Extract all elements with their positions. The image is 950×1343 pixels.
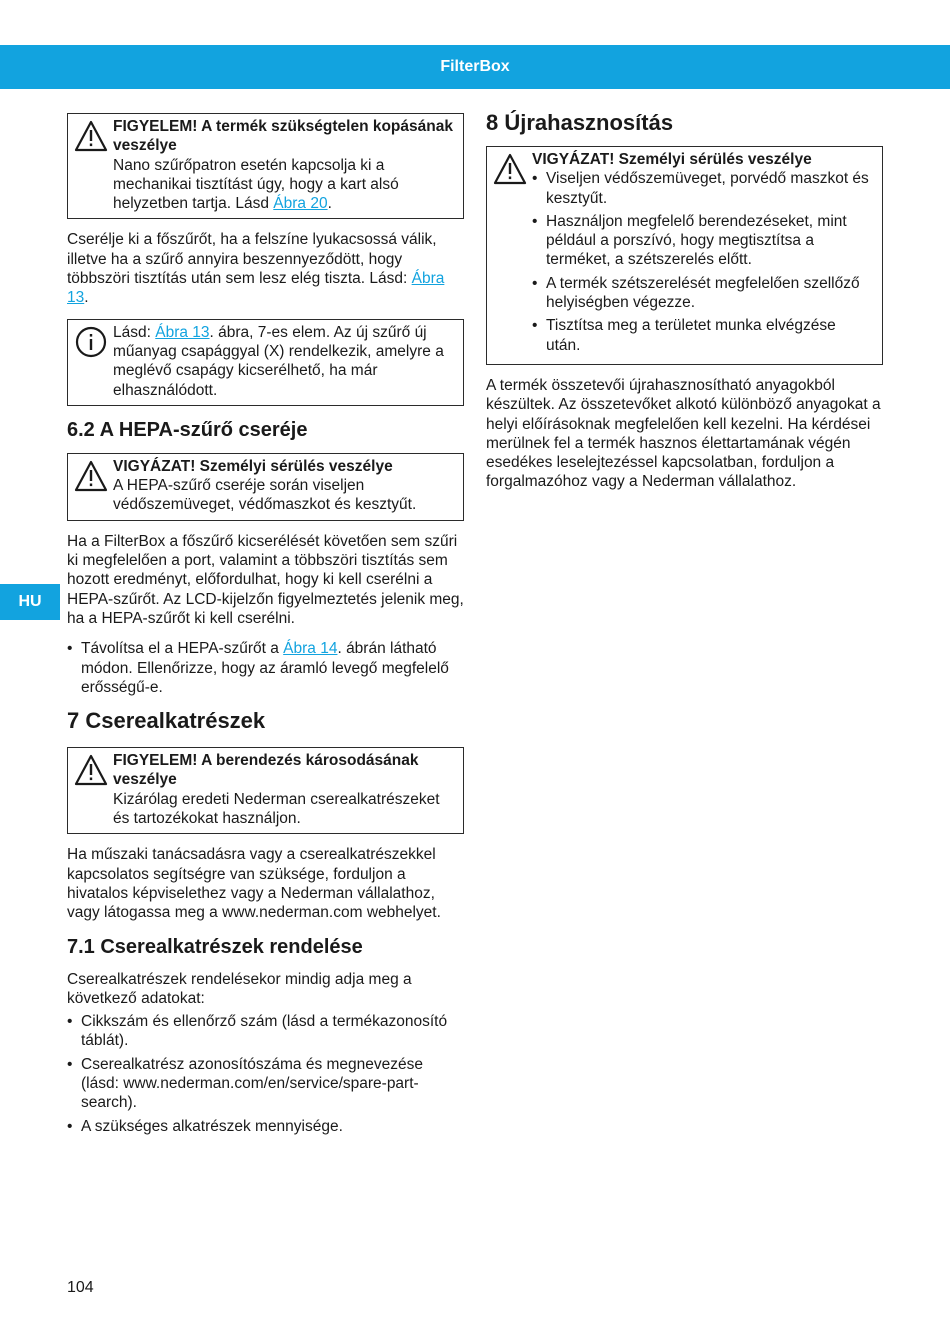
paragraph-service: Ha műszaki tanácsadásra vagy a cserealkatrészekkel kapcsolatos segítségre van szüksége, forduljon a hivatalos képviselethez vagy a Nederman vállalathoz, vagy látogassa meg a www.nederman.com webhelyet. — [67, 846, 441, 922]
section-heading-8: 8 Újrahasznosítás — [486, 110, 674, 135]
warning-text: Kizárólag eredeti Nederman cserealkatrészeket és tartozékokat használjon. — [113, 790, 440, 828]
figure-link[interactable]: Ábra 20 — [273, 195, 328, 213]
list-item: • A termék szétszerelését megfelelően szellőző helyiségben végezze. — [532, 274, 874, 313]
list-item: • Használjon megfelelő berendezéseket, mint például a porszívó, hogy megtisztítsa a terméket, a szétszerelés előtt. — [532, 212, 874, 270]
hepa-bullet-list — [67, 639, 464, 697]
warning-box-wear — [67, 113, 464, 219]
right-column — [486, 109, 883, 503]
list-item: • Távolítsa el a HEPA-szűrőt a Ábra 14. ábrán látható módon. Ellenőrizze, hogy az áramló levegő megfelelő erősségű-e. — [67, 639, 464, 697]
warning-bullet-list — [532, 169, 874, 355]
warning-title: FIGYELEM! A termék szükségtelen kopásának veszélye — [113, 118, 453, 155]
section-heading-7-1: 7.1 Cserealkatrészek rendelése — [67, 935, 363, 958]
warning-triangle-icon — [74, 754, 108, 786]
section-heading-7: 7 Cserealkatrészek — [67, 708, 266, 734]
warning-triangle-icon — [74, 460, 108, 492]
info-box — [67, 319, 464, 406]
figure-link[interactable]: Ábra 13 — [67, 270, 445, 307]
figure-link[interactable]: Ábra 14 — [283, 640, 338, 658]
warning-triangle-icon — [493, 153, 527, 185]
warning-box-damage — [67, 747, 464, 834]
page-number: 104 — [67, 1279, 94, 1296]
list-item: • Viseljen védőszemüveget, porvédő maszkot és kesztyűt. — [532, 169, 874, 208]
list-item: • A szükséges alkatrészek mennyisége. — [67, 1117, 464, 1136]
list-item: • Cikkszám és ellenőrző szám (lásd a termékazonosító táblát). — [67, 1012, 464, 1051]
info-circle-icon — [74, 326, 108, 358]
warning-text: Nano szűrőpatron esetén kapcsolja ki a mechanikai tisztítást úgy, hogy a kart alsó helyzetben tartja. Lásd Ábra 20. — [113, 156, 399, 213]
left-column — [67, 113, 464, 1146]
order-bullet-list — [67, 1012, 464, 1136]
list-item: • Cserealkatrész azonosítószáma és megnevezése (lásd: www.nederman.com/en/service/spare-part-search). — [67, 1055, 464, 1113]
warning-title: VIGYÁZAT! Személyi sérülés veszélye — [532, 151, 812, 168]
header-bar — [0, 45, 950, 89]
warning-box-recycling — [486, 146, 883, 365]
paragraph-order: Cserealkatrészek rendelésekor mindig adja meg a következő adatokat: — [67, 970, 412, 1007]
paragraph-hepa: Ha a FilterBox a főszűrő kicserélését követően sem szűri ki megfelelően a port, valamint a többszöri tisztítás sem hozott eredményt, előfordulhat, hogy ki kell cserélni a HEPA-szűrőt. Az LCD-kijelzőn figyelmeztetés jelenik meg, ha a HEPA-szűrőt ki kell cserélni. — [67, 532, 464, 627]
list-item: • Tisztítsa meg a területet munka elvégzése után. — [532, 316, 874, 355]
warning-triangle-icon — [74, 120, 108, 152]
warning-box-injury — [67, 453, 464, 521]
language-tab: HU — [0, 584, 60, 620]
paragraph-main-filter: Cserélje ki a főszűrőt, ha a felszíne lyukacsossá válik, illetve ha a szűrő annyira beszennyeződött, hogy többszöri tisztítás után sem lesz elég tiszta. Lásd: Ábra 13. — [67, 231, 445, 307]
warning-title: VIGYÁZAT! Személyi sérülés veszélye — [113, 457, 393, 475]
figure-link[interactable]: Ábra 13 — [155, 323, 210, 341]
section-heading-6-2: 6.2 A HEPA-szűrő cseréje — [67, 418, 308, 441]
header-title: FilterBox — [440, 58, 510, 75]
warning-title: FIGYELEM! A berendezés károsodásának veszélye — [113, 752, 419, 789]
info-text: Lásd: Ábra 13. ábra, 7-es elem. Az új szűrő új műanyag csapággyal (X) rendelkezik, amelyre a meglévő csapágy kicserélhető, ha már elhasználódott. — [113, 323, 444, 399]
paragraph-recycling: A termék összetevői újrahasznosítható anyagokból készültek. Az összetevőket alkotó különböző anyagokat a helyi előírásoknak megfelelően kell kezelni. Ha kérdései merülnek fel a termék hasznos élettartamának végén esedékes leselejtezéssel kapcsolatban, forduljon a forgalmazóhoz vagy a Nederman vállalathoz. — [486, 376, 881, 491]
warning-text: A HEPA-szűrő cseréje során viseljen védőszemüveget, védőmaszkot és kesztyűt. — [113, 477, 417, 514]
